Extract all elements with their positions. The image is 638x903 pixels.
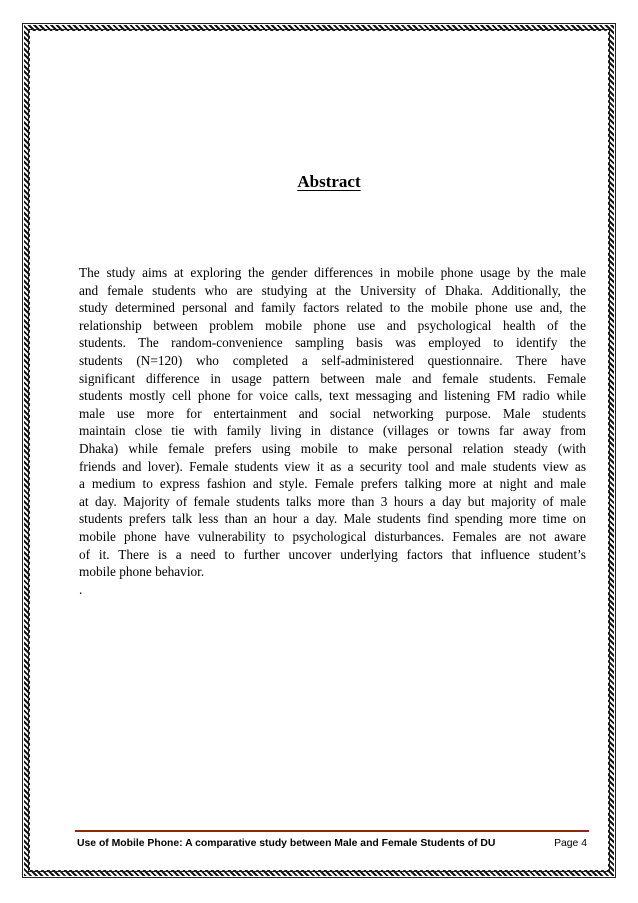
abstract-heading-text: Abstract [297,172,361,191]
abstract-line: mobile phone behavior. [79,564,205,580]
abstract-line: students (N=120) who completed a self-administered questionnaire. There have [79,352,586,368]
abstract-line: study determined personal and family factors related to the mobile phone use and, the [79,300,586,316]
abstract-line: significant difference in usage pattern between male and female students. Female [79,370,586,386]
abstract-line: a medium to express fashion and style. Female prefers talking more at night and male [79,476,586,492]
abstract-line: and female students who are studying at the University of Dhaka. Additionally, the [79,282,586,298]
abstract-line: friends and lover). Female students view it as a security tool and male students view as [79,458,586,474]
abstract-line: students prefers talk less than an hour a day. Male students find spending more time on [79,511,586,527]
abstract-line: students. The random-convenience sampling basis was employed to identify the [79,335,586,351]
abstract-body [79,264,586,598]
page-number: Page 4 [554,838,587,849]
abstract-line: of it. There is a need to further uncover underlying factors that influence student’s [79,546,586,562]
abstract-line: maintain close tie with family living in distance (villages or towns far away from [79,423,586,439]
abstract-line: mobile phone have vulnerability to psychological disturbances. Females are not aware [79,528,586,544]
abstract-line: The study aims at exploring the gender differences in mobile phone usage by the male [79,265,586,280]
abstract-line: Dhaka) while female prefers using mobile to make personal relation steady (with [79,440,586,456]
abstract-line: male use more for entertainment and social networking purpose. Male students [79,405,586,421]
abstract-line: relationship between problem mobile phone use and psychological health of the [79,317,586,333]
footer-running-title: Use of Mobile Phone: A comparative study between Male and Female Students of DU [77,838,496,849]
abstract-trailing-dot: . [79,581,83,597]
footer-rule [75,830,589,832]
abstract-line: at day. Majority of female students talks more than 3 hours a day but majority of male [79,493,586,509]
abstract-heading [0,171,638,193]
abstract-line: students mostly cell phone for voice calls, text messaging and listening FM radio while [79,388,586,404]
